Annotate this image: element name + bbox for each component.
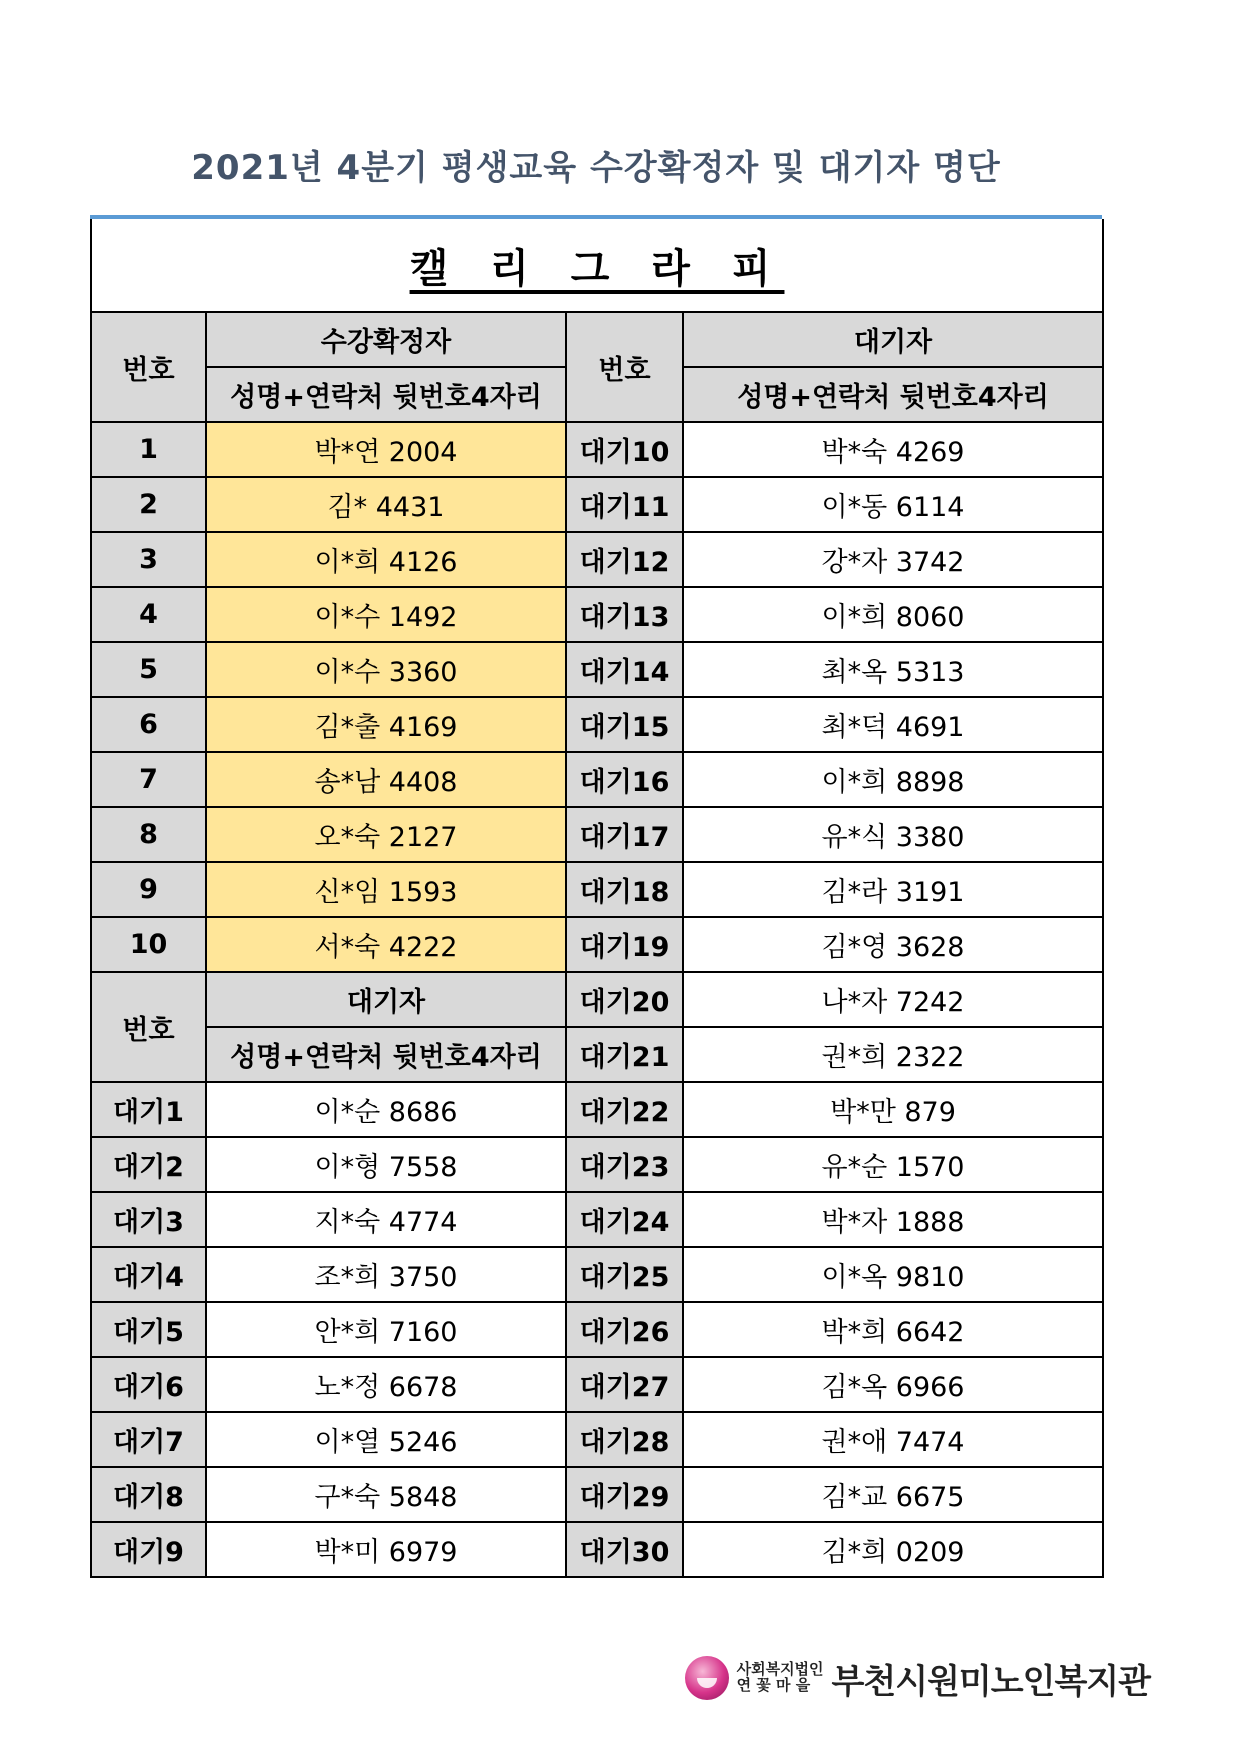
waitlist-subheader-left: 성명+연락처 뒷번호4자리: [206, 1027, 566, 1082]
waitlist-entry: 박*숙 4269: [683, 422, 1103, 477]
waitlist-number: 대기18: [566, 862, 683, 917]
waitlist-header-left: 대기자: [206, 972, 566, 1027]
confirmed-entry: 서*숙 4222: [206, 917, 566, 972]
waitlist-entry: 나*자 7242: [683, 972, 1103, 1027]
waitlist-number: 대기27: [566, 1357, 683, 1412]
table-row: [91, 917, 1103, 972]
footer-organization: [685, 1652, 1150, 1704]
confirmed-header: 수강확정자: [206, 312, 566, 367]
waitlist-entry: 이*순 8686: [206, 1082, 566, 1137]
class-title-cell: [91, 219, 1103, 312]
waitlist-entry: 최*옥 5313: [683, 642, 1103, 697]
org-subtitle: [737, 1662, 824, 1694]
table-row: [91, 752, 1103, 807]
table-title-row: [91, 219, 1103, 312]
waitlist-number: 대기22: [566, 1082, 683, 1137]
waitlist-entry: 박*희 6642: [683, 1302, 1103, 1357]
waitlist-number: 대기10: [566, 422, 683, 477]
waitlist-number: 대기20: [566, 972, 683, 1027]
table-row: [91, 532, 1103, 587]
confirmed-entry: 이*수 1492: [206, 587, 566, 642]
header-row: [91, 312, 1103, 367]
waitlist-number: 대기16: [566, 752, 683, 807]
waitlist-number: 대기25: [566, 1247, 683, 1302]
waitlist-entry: 강*자 3742: [683, 532, 1103, 587]
table-row: [91, 1192, 1103, 1247]
waitlist-number: 대기26: [566, 1302, 683, 1357]
confirmed-subheader: 성명+연락처 뒷번호4자리: [206, 367, 566, 422]
waitlist-number: 대기2: [91, 1137, 206, 1192]
roster-table: [90, 219, 1104, 1578]
confirmed-number: 7: [91, 752, 206, 807]
confirmed-number: 9: [91, 862, 206, 917]
waitlist-header-right: 대기자: [683, 312, 1103, 367]
confirmed-number: 8: [91, 807, 206, 862]
waitlist-subheader-row: [91, 1027, 1103, 1082]
waitlist-entry: 이*열 5246: [206, 1412, 566, 1467]
table-row: [91, 1357, 1103, 1412]
waitlist-number: 대기17: [566, 807, 683, 862]
waitlist-header-row: [91, 972, 1103, 1027]
waitlist-entry: 조*희 3750: [206, 1247, 566, 1302]
waitlist-entry: 김*옥 6966: [683, 1357, 1103, 1412]
document-title: 2021년 4분기 평생교육 수강확정자 및 대기자 명단: [191, 148, 1001, 188]
table-row: [91, 697, 1103, 752]
organization-name: 부천시원미노인복지관: [831, 1661, 1150, 1702]
confirmed-number: 2: [91, 477, 206, 532]
waitlist-number: 대기14: [566, 642, 683, 697]
waitlist-entry: 권*애 7474: [683, 1412, 1103, 1467]
table-row: [91, 422, 1103, 477]
waitlist-number: 대기11: [566, 477, 683, 532]
class-title: 캘 리 그 라 피: [409, 245, 785, 292]
table-row: [91, 1302, 1103, 1357]
waitlist-entry: 이*옥 9810: [683, 1247, 1103, 1302]
number-header-lower: 번호: [91, 972, 206, 1082]
table-row: [91, 587, 1103, 642]
waitlist-entry: 박*만 879: [683, 1082, 1103, 1137]
waitlist-number: 대기24: [566, 1192, 683, 1247]
waitlist-number: 대기19: [566, 917, 683, 972]
waitlist-number: 대기29: [566, 1467, 683, 1522]
table-row: [91, 1247, 1103, 1302]
waitlist-entry: 김*희 0209: [683, 1522, 1103, 1577]
confirmed-entry: 김* 4431: [206, 477, 566, 532]
confirmed-entry: 송*남 4408: [206, 752, 566, 807]
waitlist-number: 대기3: [91, 1192, 206, 1247]
waitlist-entry: 박*자 1888: [683, 1192, 1103, 1247]
confirmed-number: 6: [91, 697, 206, 752]
waitlist-entry: 이*형 7558: [206, 1137, 566, 1192]
waitlist-entry: 이*희 8060: [683, 587, 1103, 642]
confirmed-entry: 박*연 2004: [206, 422, 566, 477]
waitlist-number: 대기1: [91, 1082, 206, 1137]
waitlist-number: 대기9: [91, 1522, 206, 1577]
waitlist-entry: 유*식 3380: [683, 807, 1103, 862]
waitlist-number: 대기5: [91, 1302, 206, 1357]
table-row: [91, 1412, 1103, 1467]
waitlist-number: 대기6: [91, 1357, 206, 1412]
waitlist-subheader-right: 성명+연락처 뒷번호4자리: [683, 367, 1103, 422]
waitlist-entry: 이*희 8898: [683, 752, 1103, 807]
waitlist-entry: 안*희 7160: [206, 1302, 566, 1357]
table-row: [91, 642, 1103, 697]
confirmed-entry: 이*희 4126: [206, 532, 566, 587]
confirmed-entry: 오*숙 2127: [206, 807, 566, 862]
waitlist-number: 대기8: [91, 1467, 206, 1522]
waitlist-entry: 권*희 2322: [683, 1027, 1103, 1082]
confirmed-entry: 이*수 3360: [206, 642, 566, 697]
waitlist-entry: 최*덕 4691: [683, 697, 1103, 752]
waitlist-entry: 김*교 6675: [683, 1467, 1103, 1522]
waitlist-entry: 김*영 3628: [683, 917, 1103, 972]
table-row: [91, 862, 1103, 917]
number-header-right: 번호: [566, 312, 683, 422]
waitlist-entry: 유*순 1570: [683, 1137, 1103, 1192]
table-row: [91, 807, 1103, 862]
waitlist-entry: 김*라 3191: [683, 862, 1103, 917]
confirmed-entry: 김*출 4169: [206, 697, 566, 752]
waitlist-entry: 구*숙 5848: [206, 1467, 566, 1522]
waitlist-number: 대기15: [566, 697, 683, 752]
table-row: [91, 1137, 1103, 1192]
lotus-logo-icon: [685, 1656, 729, 1700]
org-type: 사회복지법인: [736, 1660, 824, 1679]
foundation-name: 연 꽃 마 을: [736, 1676, 811, 1694]
waitlist-number: 대기13: [566, 587, 683, 642]
number-header: 번호: [91, 312, 206, 422]
table-row: [91, 1522, 1103, 1577]
waitlist-number: 대기21: [566, 1027, 683, 1082]
confirmed-number: 4: [91, 587, 206, 642]
table-row: [91, 477, 1103, 532]
confirmed-number: 3: [91, 532, 206, 587]
table-row: [91, 1467, 1103, 1522]
confirmed-entry: 신*임 1593: [206, 862, 566, 917]
waitlist-number: 대기7: [91, 1412, 206, 1467]
waitlist-number: 대기12: [566, 532, 683, 587]
waitlist-number: 대기23: [566, 1137, 683, 1192]
table-row: [91, 1082, 1103, 1137]
waitlist-entry: 박*미 6979: [206, 1522, 566, 1577]
waitlist-entry: 이*동 6114: [683, 477, 1103, 532]
waitlist-number: 대기4: [91, 1247, 206, 1302]
waitlist-entry: 노*정 6678: [206, 1357, 566, 1412]
confirmed-number: 5: [91, 642, 206, 697]
confirmed-number: 10: [91, 917, 206, 972]
confirmed-number: 1: [91, 422, 206, 477]
waitlist-entry: 지*숙 4774: [206, 1192, 566, 1247]
waitlist-number: 대기30: [566, 1522, 683, 1577]
waitlist-number: 대기28: [566, 1412, 683, 1467]
